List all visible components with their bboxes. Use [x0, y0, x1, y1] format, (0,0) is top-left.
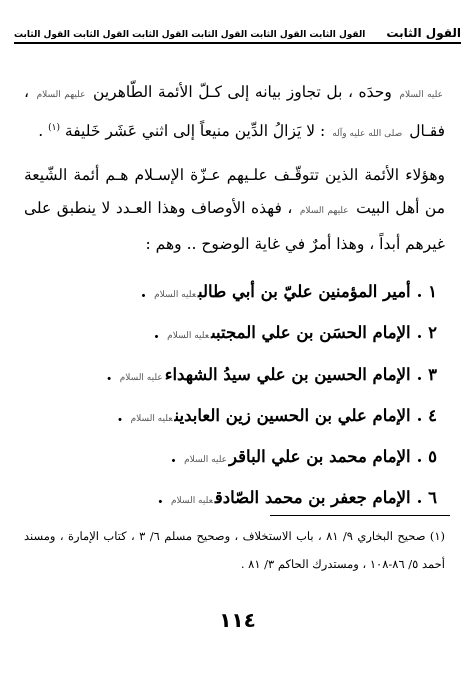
header-rule: [14, 42, 461, 44]
imam-name: الإمام الحسَن بن علي المجتبى: [211, 323, 411, 343]
list-item-end: .: [170, 446, 177, 466]
list-item-imam-3: [24, 356, 437, 397]
imam-name: الإمام علي بن الحسين زين العابدين: [174, 405, 411, 425]
list-item-imam-1: [24, 273, 437, 314]
honorific-alayhi-salam: عليه السلام: [154, 290, 197, 301]
honorific-alayhi-salam: عليه السلام: [399, 90, 443, 100]
running-header-text: القول الثابت القول الثابت القول الثابت القول الثابت القول الثابت القول الثابت: [14, 30, 366, 40]
page-body: [24, 76, 445, 520]
footnote-ref-1[interactable]: (١): [48, 123, 60, 133]
paragraph-1-end: .: [38, 122, 44, 141]
paragraph-2: [24, 159, 445, 261]
list-number: ٦ .: [416, 488, 437, 508]
list-item-imam-5: [24, 438, 437, 479]
list-number: ٣ .: [416, 364, 437, 384]
imam-name: الإمام الحسين بن علي سيدُ الشهداء: [164, 364, 411, 384]
paragraph-1: [24, 76, 445, 151]
running-header: [14, 10, 461, 40]
list-item-imam-4: [24, 397, 437, 438]
list-item-end: .: [157, 488, 164, 508]
list-number: ٥ .: [416, 446, 437, 466]
list-item-imam-2: [24, 314, 437, 355]
book-title: القول الثابت: [386, 26, 461, 40]
footnote-1: (١) صحيح البخاري ٩/ ٨١ ، باب الاستخلاف ، وصحيح مسلم ٦/ ٣ ، كتاب الإمارة ، ومسند أحمد ٥/ ٨٦-١٠٨ ، ومستدرك الحاكم ٣/ ٨١ .: [24, 529, 446, 571]
list-item-end: .: [117, 405, 123, 425]
imam-name: أمير المؤمنين عليّ بن أبي طالب: [198, 282, 411, 302]
paragraph-1-text-after: : لا يَزالُ الدِّين منيعاً إلى اثني عَشَر خَليفة: [64, 122, 326, 141]
imams-list: [24, 273, 445, 520]
paragraph-2-text-before: وهؤلاء الأئمة الذين تتوقّـف علـيهم عـزّة الإسـلام هـم أئمة الشّيعة من أهل البيت: [24, 166, 446, 218]
list-number: ٢ .: [416, 323, 437, 343]
honorific-alayhi-salam: عليه السلام: [184, 454, 228, 465]
honorific-alayhim-salam: عليهم السلام: [36, 90, 86, 100]
honorific-alayhi-salam: عليه السلام: [119, 372, 163, 383]
honorific-alayhi-salam: عليه السلام: [170, 496, 213, 507]
footnotes: [24, 522, 445, 578]
page-number: ١١٤: [219, 608, 256, 632]
list-item-end: .: [153, 323, 160, 343]
honorific-alayhi-salam: عليه السلام: [167, 331, 210, 342]
imam-name: الإمام جعفر بن محمد الصّادق: [214, 488, 411, 508]
honorific-alayhi-salam: عليه السلام: [130, 413, 173, 424]
honorific-alayhim-salam-2: عليهم السلام: [299, 206, 349, 217]
honorific-salla-allah: صلى الله عليه وآله: [332, 129, 403, 140]
paragraph-2-text-after: ، فهذه الأوصاف وهذا العـدد لا ينطبق على غيرهم أبداً ، وهذا أمرٌ في غاية الوضوح .. وهم :: [24, 199, 445, 254]
imam-name: الإمام محمد بن علي الباقر: [229, 446, 411, 466]
list-item-end: .: [106, 364, 112, 384]
list-number: ٤ .: [416, 405, 437, 425]
list-item-end: .: [140, 282, 147, 302]
list-number: ١ .: [416, 282, 437, 302]
paragraph-1-text-before: وحدَه ، بل تجاوز بيانه إلى كـلّ الأئمة الطّاهرين: [93, 83, 392, 101]
footnote-rule: [270, 515, 450, 516]
paragraph-1-text-middle: ، فقـال: [24, 83, 445, 141]
